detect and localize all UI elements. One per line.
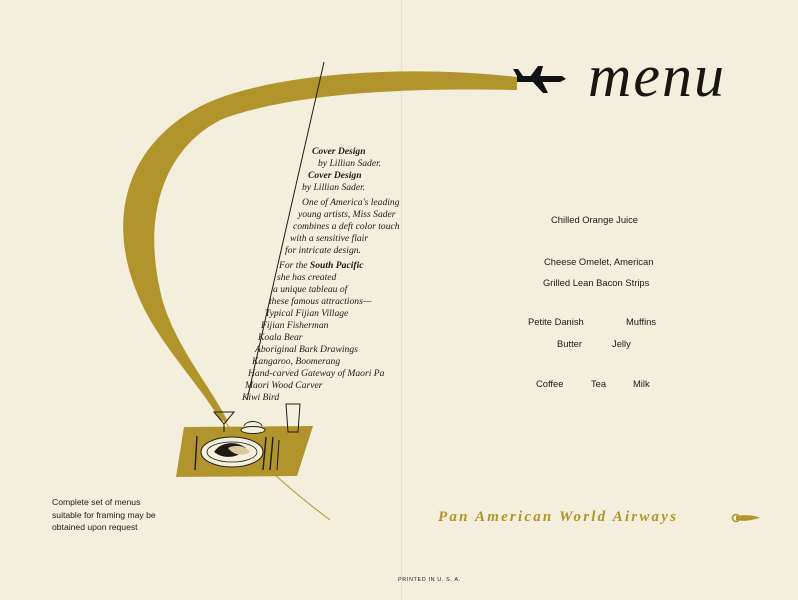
credit-line: Kangaroo, Boomerang — [252, 356, 341, 367]
menu-item-bacon: Grilled Lean Bacon Strips — [543, 277, 650, 288]
credit-line: by Lillian Sader. — [302, 182, 366, 193]
framing-note — [52, 496, 156, 534]
place-setting-icon — [176, 404, 313, 477]
credit-line: she has created — [277, 272, 337, 283]
note-line: obtained upon request — [52, 522, 138, 532]
menu-item-juice: Chilled Orange Juice — [551, 214, 639, 225]
airline-name: Pan American World Airways — [438, 509, 679, 525]
airline-logo-icon — [733, 515, 761, 522]
credit-line: Hand-carved Gateway of Maori Pa — [248, 368, 385, 379]
credit-line: for intricate design. — [285, 245, 361, 256]
credit-line: young artists, Miss Sader — [298, 209, 396, 220]
menu-title: menu — [588, 43, 726, 109]
note-line: Complete set of menus — [52, 497, 141, 507]
note-line: suitable for framing may be — [52, 509, 156, 520]
credit-line: these famous attractions— — [269, 296, 372, 307]
credit-line: combines a deft color touch — [293, 221, 400, 232]
credit-line: Koala Bear — [258, 332, 303, 343]
credit-line: Kiwi Bird — [242, 392, 280, 403]
menu-item-coffee: Coffee — [536, 378, 564, 389]
menu-item-omelet: Cheese Omelet, American — [544, 256, 654, 267]
credit-line: Cover Design — [312, 146, 366, 157]
airplane-icon — [513, 66, 566, 93]
credit-line: a unique tableau of — [273, 284, 348, 295]
credit-line: Typical Fijian Village — [265, 308, 349, 319]
credit-line: Maori Wood Carver — [245, 380, 323, 391]
credit-line: Cover Design — [308, 170, 362, 181]
credit-line: Fijian Fisherman — [261, 320, 329, 331]
menu-item-milk: Milk — [633, 378, 650, 389]
printed-notice: PRINTED IN U. S. A. — [398, 577, 461, 583]
menu-item-jelly: Jelly — [612, 338, 631, 349]
credit-line: For the South Pacific — [279, 260, 364, 271]
credit-line: with a sensitive flair — [290, 233, 369, 244]
credit-line: One of America's leading — [302, 197, 400, 208]
menu-item-danish: Petite Danish — [528, 316, 584, 327]
credit-line: by Lillian Sader. — [318, 158, 382, 169]
menu-item-tea: Tea — [591, 378, 607, 389]
credit-line: Aboriginal Bark Drawings — [255, 344, 358, 355]
menu-item-muffins: Muffins — [626, 316, 657, 327]
menu-item-butter: Butter — [557, 338, 583, 349]
